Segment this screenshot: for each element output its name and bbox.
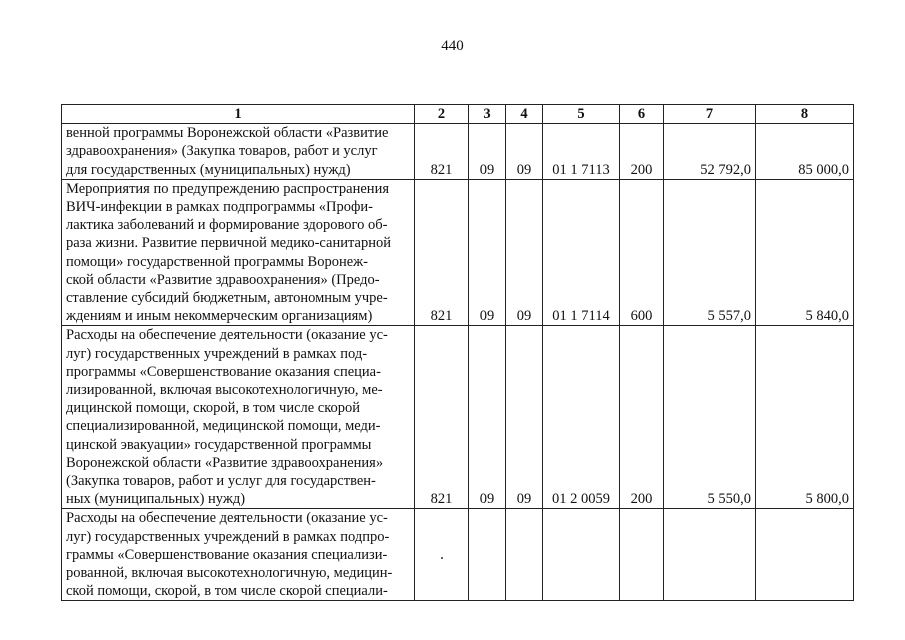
description-line: Мероприятия по предупреждению распространения [66, 180, 390, 197]
header-cell-7: 7 [664, 105, 756, 124]
header-cell-8: 8 [756, 105, 854, 124]
expense-type-code: 200 [620, 326, 664, 509]
description-line: цинской эвакуации» государственной программы [66, 436, 372, 453]
description-line: для государственных (муниципальных) нужд) [66, 161, 351, 178]
description-line: ных (муниципальных) нужд) [66, 491, 246, 508]
ministry-code [415, 509, 469, 601]
section-code: 09 [469, 326, 506, 509]
target-article-code: 01 2 0059 [543, 326, 620, 509]
subsection-code: 09 [506, 179, 543, 326]
description-line: граммы «Совершенствование оказания специализи- [66, 546, 388, 563]
amount-col-7: 52 792,0 [664, 124, 756, 180]
header-cell-6: 6 [620, 105, 664, 124]
description-line: Воронежской области «Развитие здравоохранения» [66, 454, 384, 471]
table-row [62, 326, 854, 509]
target-article-code: 01 1 7113 [543, 124, 620, 180]
description-line: Расходы на обеспечение деятельности (оказание ус- [66, 327, 388, 344]
description-line: ской области «Развитие здравоохранения» (Предо- [66, 271, 380, 288]
table-header-row [62, 105, 854, 124]
section-code: 09 [469, 124, 506, 180]
target-article-code: 01 1 7114 [543, 179, 620, 326]
description-line: дицинской помощи, скорой, в том числе скорой [66, 400, 361, 417]
amount-col-8 [756, 509, 854, 601]
scan-speck [441, 557, 443, 559]
description-line: лизированной, включая высокотехнологичную, ме- [66, 382, 383, 399]
description-line: здравоохранения» (Закупка товаров, работ и услуг [66, 143, 378, 160]
row-description [62, 326, 415, 509]
description-line: лактика заболеваний и формирование здорового об- [66, 217, 388, 234]
description-line: раза жизни. Развитие первичной медико-санитарной [66, 235, 391, 252]
amount-col-8: 85 000,0 [756, 124, 854, 180]
header-cell-2: 2 [415, 105, 469, 124]
page-number: 440 [441, 38, 464, 54]
section-code: 09 [469, 179, 506, 326]
budget-table [61, 104, 854, 601]
header-cell-3: 3 [469, 105, 506, 124]
ministry-code: 821 [415, 326, 469, 509]
target-article-code [543, 509, 620, 601]
expense-type-code: 200 [620, 124, 664, 180]
amount-col-7: 5 550,0 [664, 326, 756, 509]
table-row [62, 124, 854, 180]
description-line: программы «Совершенствование оказания специа- [66, 363, 381, 380]
description-line: луг) государственных учреждений в рамках под- [66, 345, 368, 362]
description-line: специализированной, медицинской помощи, меди- [66, 418, 381, 435]
subsection-code: 09 [506, 124, 543, 180]
description-line: помощи» государственной программы Воронеж- [66, 253, 369, 270]
table-row [62, 179, 854, 326]
description-line: ждениям и иным некоммерческим организациям) [66, 308, 373, 325]
description-line: ской помощи, скорой, в том числе скорой специали- [66, 583, 388, 600]
subsection-code: 09 [506, 326, 543, 509]
subsection-code [506, 509, 543, 601]
description-line: луг) государственных учреждений в рамках подпро- [66, 528, 390, 545]
description-line: венной программы Воронежской области «Развитие [66, 125, 389, 142]
row-description [62, 124, 415, 180]
amount-col-8: 5 800,0 [756, 326, 854, 509]
row-description [62, 509, 415, 601]
header-cell-5: 5 [543, 105, 620, 124]
amount-col-7 [664, 509, 756, 601]
header-cell-1: 1 [62, 105, 415, 124]
amount-col-7: 5 557,0 [664, 179, 756, 326]
section-code [469, 509, 506, 601]
description-line: ВИЧ-инфекции в рамках подпрограммы «Профи- [66, 199, 373, 216]
description-line: (Закупка товаров, работ и услуг для государствен- [66, 473, 376, 490]
ministry-code: 821 [415, 179, 469, 326]
description-line: рованной, включая высокотехнологичную, медицин- [66, 565, 393, 582]
table-row [62, 509, 854, 601]
row-description [62, 179, 415, 326]
ministry-code: 821 [415, 124, 469, 180]
expense-type-code [620, 509, 664, 601]
header-cell-4: 4 [506, 105, 543, 124]
expense-type-code: 600 [620, 179, 664, 326]
description-line: Расходы на обеспечение деятельности (оказание ус- [66, 510, 388, 527]
description-line: ставление субсидий бюджетным, автономным учре- [66, 290, 388, 307]
amount-col-8: 5 840,0 [756, 179, 854, 326]
